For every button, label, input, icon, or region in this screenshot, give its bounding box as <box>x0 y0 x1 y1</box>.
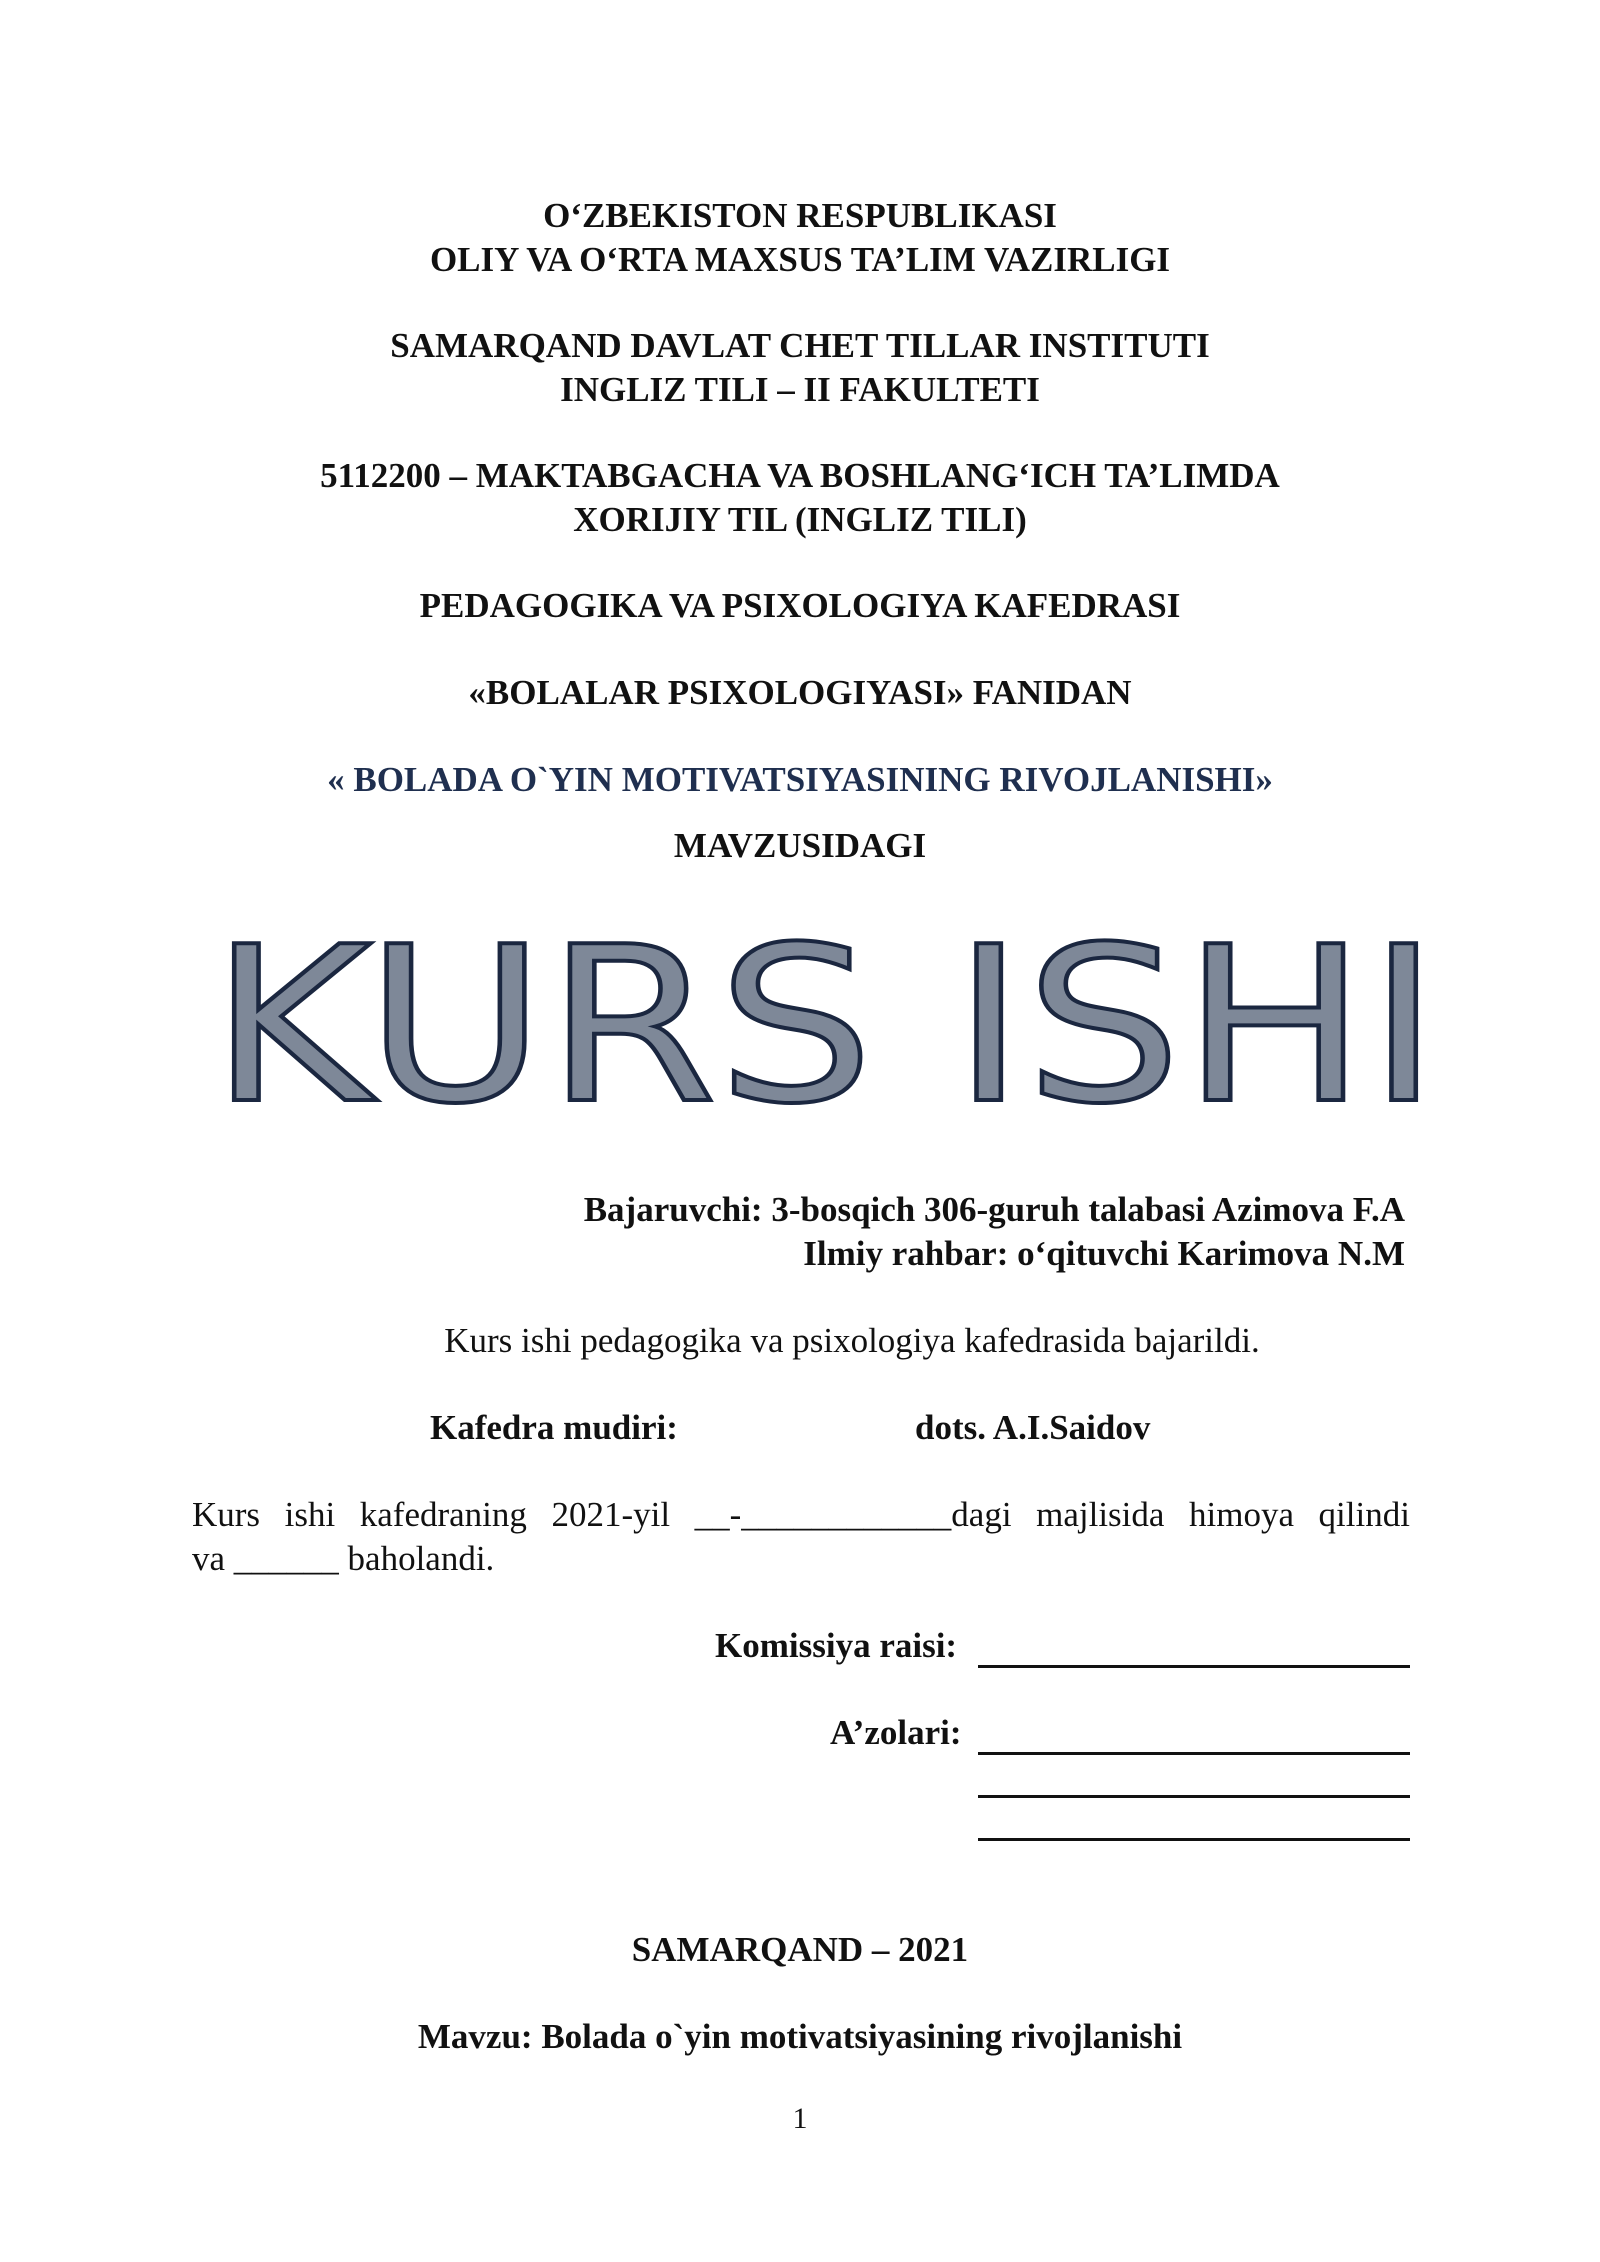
member-signature-line-2 <box>978 1795 1410 1798</box>
big-title <box>200 905 1450 1125</box>
member-signature-line-1 <box>978 1752 1410 1755</box>
topic-heading: « BOLADA O`YIN MOTIVATSIYASINING RIVOJLANISHI» <box>327 760 1273 799</box>
ministry-heading: OLIY VA O‘RTA MAXSUS TA’LIM VAZIRLIGI <box>429 240 1171 279</box>
performer-line: Bajaruvchi: 3-bosqich 306-guruh talabasi Azimova F.A <box>583 1190 1405 1229</box>
defense-word: Kurs <box>192 1495 261 1534</box>
big-title-text: KURS ISHI <box>210 905 1440 1125</box>
specialty-heading-line1: 5112200 – MAKTABGACHA VA BOSHLANG‘ICH TA’LIMDA <box>320 456 1280 495</box>
defense-word: kafedraning <box>359 1495 527 1534</box>
defense-word: himoya <box>1189 1495 1294 1534</box>
topic-suffix: MAVZUSIDAGI <box>673 826 927 865</box>
head-of-department-name: dots. A.I.Saidov <box>915 1408 1151 1447</box>
theme-line: Mavzu: Bolada o`yin motivatsiyasining rivojlanishi <box>417 2017 1183 2056</box>
country-heading: O‘ZBEKISTON RESPUBLIKASI <box>543 196 1057 235</box>
defense-statement-line1 <box>192 1493 1410 1537</box>
defense-statement-line2: va ______ baholandi. <box>192 1539 495 1578</box>
defense-word: majlisida <box>1036 1495 1165 1534</box>
advisor-line: Ilmiy rahbar: o‘qituvchi Karimova N.M <box>803 1234 1405 1273</box>
defense-word: ishi <box>284 1495 336 1534</box>
commission-members-label: A’zolari: <box>830 1713 962 1752</box>
defense-word: __-____________dagi <box>694 1495 1012 1534</box>
member-signature-line-3 <box>978 1838 1410 1841</box>
faculty-heading: INGLIZ TILI – II FAKULTETI <box>560 370 1040 409</box>
head-of-department-label: Kafedra mudiri: <box>430 1408 678 1447</box>
subject-heading: «BOLALAR PSIXOLOGIYASI» FANIDAN <box>468 673 1132 712</box>
defense-word: qilindi <box>1318 1495 1410 1534</box>
commission-chair-signature-line <box>978 1665 1410 1668</box>
completed-note: Kurs ishi pedagogika va psixologiya kafedrasida bajarildi. <box>444 1321 1260 1360</box>
commission-chair-label: Komissiya raisi: <box>715 1626 958 1665</box>
specialty-heading-line2: XORIJIY TIL (INGLIZ TILI) <box>573 500 1027 539</box>
city-year: SAMARQAND – 2021 <box>631 1930 969 1969</box>
defense-word: 2021-yil <box>551 1495 671 1534</box>
page-number: 1 <box>792 2102 808 2135</box>
department-heading: PEDAGOGIKA VA PSIXOLOGIYA KAFEDRASI <box>419 586 1181 625</box>
institute-heading: SAMARQAND DAVLAT CHET TILLAR INSTITUTI <box>390 326 1210 365</box>
